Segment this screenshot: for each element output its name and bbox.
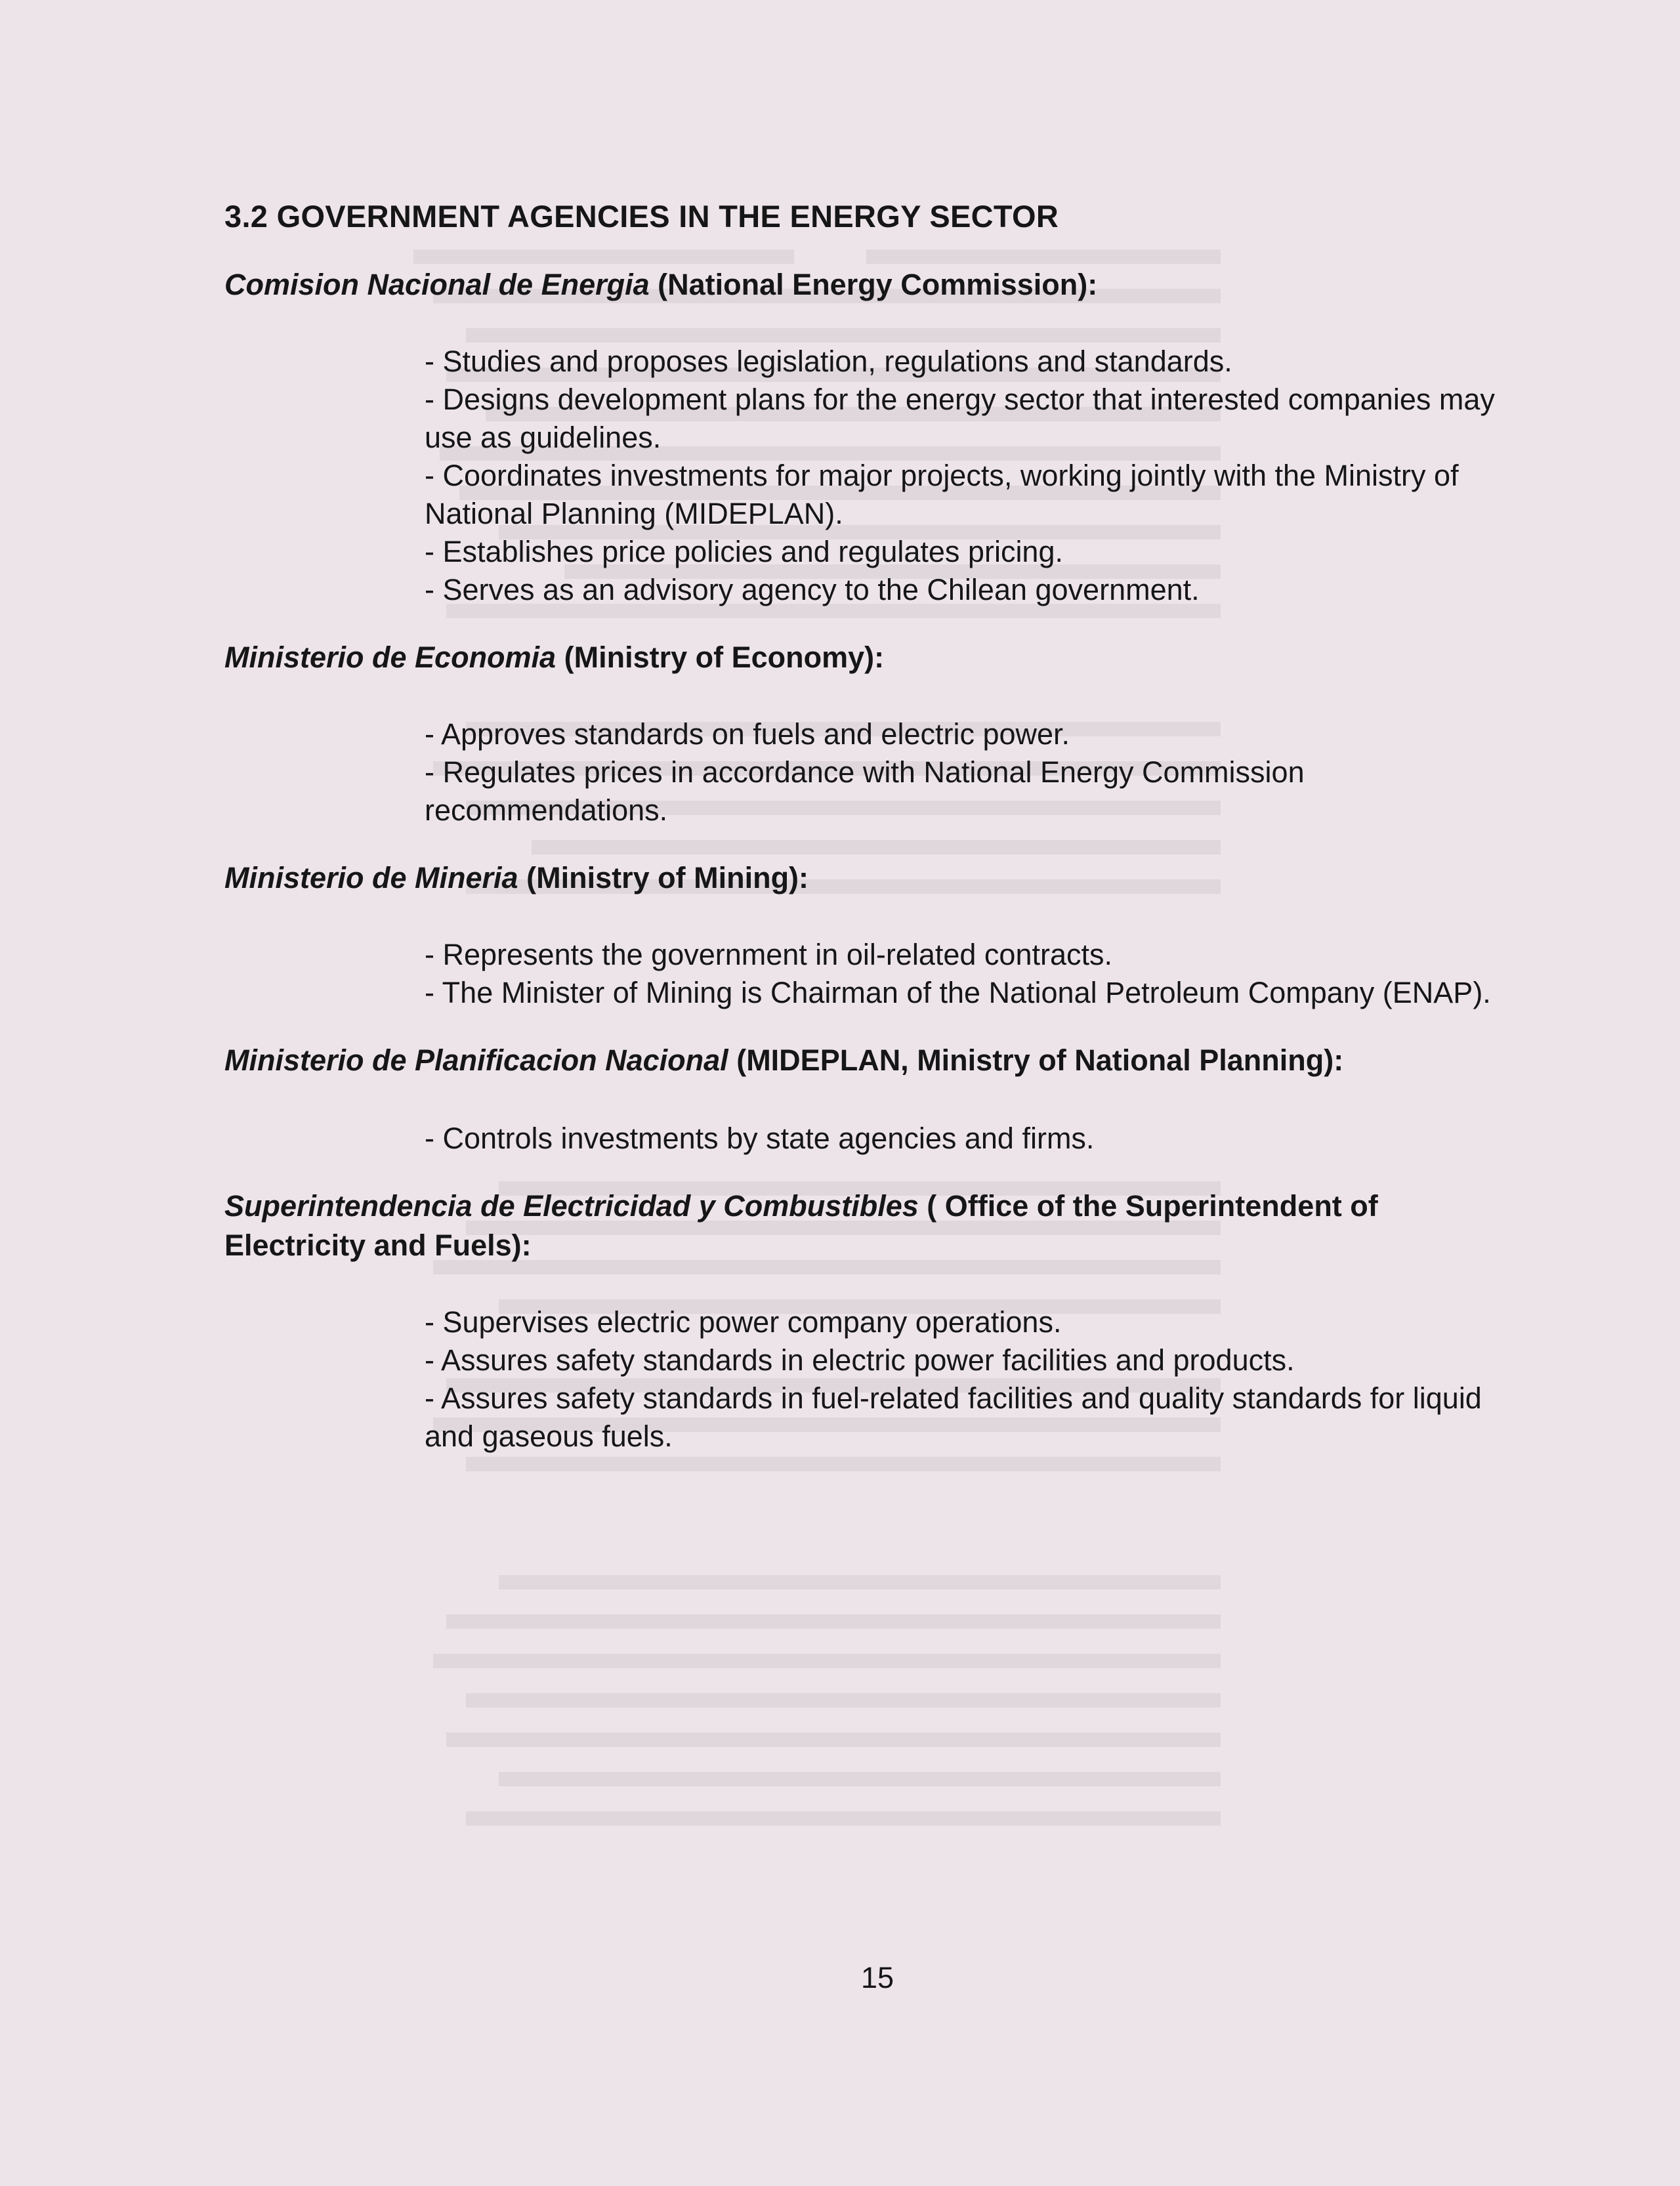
agency-ministerio-de-economia <box>224 638 1524 830</box>
agency-superintendencia-de-electricidad <box>224 1187 1524 1456</box>
duty-item: - Approves standards on fuels and electric power. <box>425 717 1070 751</box>
agency-name: Ministerio de Economia <box>224 641 556 674</box>
agency-name: Ministerio de Planificacion Nacional <box>224 1043 728 1077</box>
duty-item: - Controls investments by state agencies and firms. <box>425 1122 1095 1155</box>
duty-item: - Designs development plans for the energy sector that interested companies may use as guidelines. <box>425 383 1495 454</box>
agency-title <box>224 1187 1524 1265</box>
agency-title <box>224 265 1524 305</box>
duty-item: - Studies and proposes legislation, regulations and standards. <box>425 345 1232 378</box>
agency-name: Superintendencia de Electricidad y Combustibles <box>224 1189 919 1223</box>
agency-title <box>224 858 1524 898</box>
agency-ministerio-de-mineria <box>224 858 1524 1012</box>
agency-comision-nacional-de-energia <box>224 265 1524 609</box>
agency-ministerio-de-planificacion-nacional <box>224 1041 1524 1158</box>
section-heading: 3.2 GOVERNMENT AGENCIES IN THE ENERGY SECTOR <box>224 199 1059 234</box>
agency-duties-list <box>425 936 1501 1012</box>
duty-item: - Regulates prices in accordance with National Energy Commission recommendations. <box>425 755 1305 827</box>
agency-english-name: (Ministry of Mining): <box>526 861 809 894</box>
duty-item: - Supervises electric power company operations. <box>425 1305 1062 1339</box>
duty-item: - The Minister of Mining is Chairman of the National Petroleum Company (ENAP). <box>425 976 1491 1009</box>
page-number: 15 <box>861 1961 894 1994</box>
agency-title <box>224 1041 1524 1080</box>
agency-duties-list <box>425 715 1501 830</box>
duty-item: - Represents the government in oil-related contracts. <box>425 938 1113 971</box>
duty-item: - Serves as an advisory agency to the Chilean government. <box>425 573 1200 606</box>
agency-english-name: ( Office of the Superintendent of Electricity and Fuels): <box>224 1189 1378 1262</box>
agency-duties-list <box>425 1120 1501 1158</box>
duty-item: - Assures safety standards in fuel-related facilities and quality standards for liquid and gaseous fuels. <box>425 1381 1482 1453</box>
agency-title <box>224 638 1524 677</box>
agency-duties-list <box>425 343 1501 609</box>
agency-english-name: (National Energy Commission): <box>658 268 1098 301</box>
agency-name: Comision Nacional de Energia <box>224 268 650 301</box>
duty-item: - Coordinates investments for major projects, working jointly with the Ministry of National Planning (MIDEPLAN). <box>425 459 1459 530</box>
document-body <box>224 197 1524 1456</box>
agency-english-name: (MIDEPLAN, Ministry of National Planning): <box>736 1043 1344 1077</box>
agency-english-name: (Ministry of Economy): <box>564 641 885 674</box>
agency-duties-list <box>425 1303 1501 1456</box>
duty-item: - Assures safety standards in electric power facilities and products. <box>425 1343 1295 1377</box>
agency-name: Ministerio de Mineria <box>224 861 518 894</box>
duty-item: - Establishes price policies and regulates pricing. <box>425 535 1063 568</box>
